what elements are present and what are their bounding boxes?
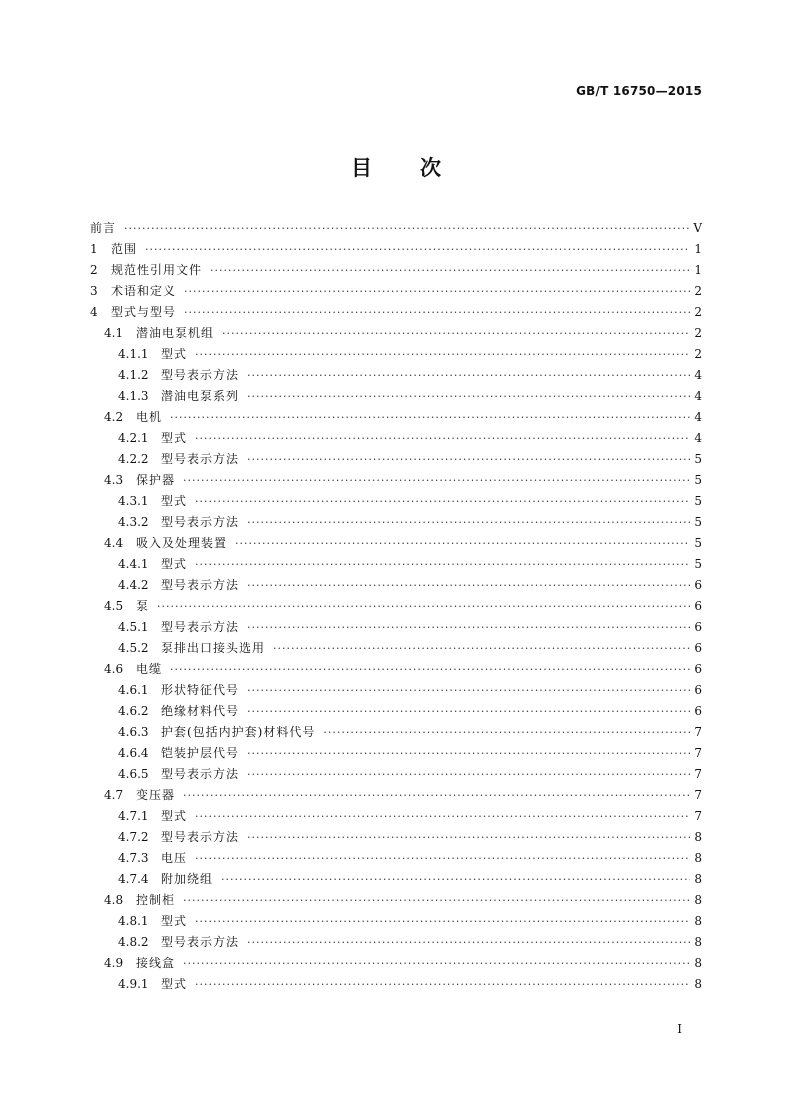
toc-entry-number: 4.9.1 [118,977,149,991]
toc-entry[interactable] [90,597,702,618]
toc-entry-label: 型式 [161,347,188,361]
toc-entry-label: 型式 [161,809,188,823]
toc-entry-number: 4.8.1 [118,914,149,928]
toc-entry-page: V [693,221,702,235]
toc-leader-dots [195,978,690,991]
toc-entry[interactable] [90,828,702,849]
title-char-2: 次 [420,156,441,180]
toc-entry-label: 保护器 [136,473,176,487]
page-title [0,152,792,182]
toc-entry-page: 6 [694,704,702,718]
toc-entry[interactable] [90,807,702,828]
toc-entry-number: 3 [90,284,98,298]
toc-entry-label: 型号表示方法 [161,767,240,781]
toc-entry-number: 4.6.5 [118,767,149,781]
toc-entry-label: 型式 [161,494,188,508]
toc-entry-number: 2 [90,263,98,277]
toc-leader-dots [145,243,690,256]
toc-leader-dots [273,642,690,655]
toc-leader-dots [222,327,690,340]
toc-entry-number: 4.4.1 [118,557,149,571]
toc-entry-page: 5 [694,557,702,571]
toc-leader-dots [247,768,690,781]
toc-entry[interactable] [90,345,702,366]
toc-entry[interactable] [90,534,702,555]
toc-entry-page: 6 [694,641,702,655]
toc-entry-page: 8 [694,914,702,928]
toc-leader-dots [195,495,690,508]
toc-entry-number: 4.3 [104,473,124,487]
standard-code: GB/T 16750—2015 [576,84,702,98]
toc-entry-number: 4.4.2 [118,578,149,592]
toc-leader-dots [210,264,690,277]
toc-entry-number: 4.1.1 [118,347,149,361]
toc-entry[interactable] [90,702,702,723]
toc-entry[interactable] [90,261,702,282]
toc-leader-dots [247,579,690,592]
toc-entry-page: 8 [694,851,702,865]
toc-entry-page: 4 [694,368,702,382]
toc-entry-page: 4 [694,389,702,403]
toc-leader-dots [195,852,690,865]
toc-entry-label: 型式 [161,977,188,991]
toc-leader-dots [247,936,690,949]
toc-entry[interactable] [90,744,702,765]
toc-entry-label: 电机 [136,410,163,424]
toc-entry-page: 8 [694,830,702,844]
toc-entry-page: 2 [694,305,702,319]
table-of-contents [90,219,702,996]
toc-entry[interactable] [90,387,702,408]
toc-entry-label: 电压 [161,851,188,865]
toc-entry[interactable] [90,324,702,345]
toc-entry[interactable] [90,723,702,744]
toc-entry[interactable] [90,975,702,996]
toc-entry-page: 7 [694,767,702,781]
toc-entry-number: 4.1.2 [118,368,149,382]
toc-entry-label: 规范性引用文件 [111,263,203,277]
toc-entry[interactable] [90,450,702,471]
toc-entry-number: 4.2 [104,410,124,424]
toc-leader-dots [183,957,690,970]
toc-entry[interactable] [90,408,702,429]
toc-leader-dots [247,453,690,466]
toc-entry-page: 5 [694,536,702,550]
toc-entry-page: 8 [694,935,702,949]
toc-entry-label: 吸入及处理装置 [136,536,228,550]
toc-entry-page: 7 [694,746,702,760]
toc-entry-page: 4 [694,431,702,445]
toc-entry[interactable] [90,681,702,702]
toc-entry-label: 接线盒 [136,956,176,970]
toc-leader-dots [247,705,690,718]
toc-entry-page: 6 [694,662,702,676]
toc-entry[interactable] [90,303,702,324]
toc-entry-label: 型号表示方法 [161,620,240,634]
toc-entry-page: 8 [694,872,702,886]
toc-leader-dots [247,621,690,634]
toc-entry-label: 泵排出口接头选用 [161,641,266,655]
toc-entry-number: 4.3.2 [118,515,149,529]
toc-entry-page: 7 [694,809,702,823]
toc-entry-number: 4.7 [104,788,124,802]
toc-leader-dots [184,285,690,298]
toc-entry-page: 5 [694,515,702,529]
toc-entry-page: 2 [694,284,702,298]
toc-entry[interactable] [90,618,702,639]
toc-entry-label: 潜油电泵系列 [161,389,240,403]
toc-entry-page: 2 [694,347,702,361]
toc-entry-label: 前言 [90,221,117,235]
toc-leader-dots [183,474,690,487]
toc-entry-number: 4.6.2 [118,704,149,718]
toc-leader-dots [221,873,690,886]
toc-entry[interactable] [90,555,702,576]
toc-entry[interactable] [90,849,702,870]
toc-entry[interactable] [90,576,702,597]
toc-entry-label: 控制柜 [136,893,176,907]
toc-entry-label: 潜油电泵机组 [136,326,215,340]
toc-entry[interactable] [90,786,702,807]
toc-entry-number: 4.5.2 [118,641,149,655]
toc-entry-number: 4.6.4 [118,746,149,760]
toc-entry-page: 4 [694,410,702,424]
toc-leader-dots [170,663,690,676]
toc-entry-page: 1 [694,242,702,256]
toc-leader-dots [195,432,690,445]
toc-leader-dots [195,558,690,571]
toc-entry-page: 6 [694,578,702,592]
toc-entry-label: 范围 [111,242,138,256]
toc-leader-dots [323,726,690,739]
toc-entry-number: 4 [90,305,98,319]
toc-entry-page: 5 [694,494,702,508]
toc-entry-number: 4.5 [104,599,124,613]
toc-entry-label: 型式 [161,914,188,928]
toc-entry-number: 4.9 [104,956,124,970]
toc-leader-dots [184,306,690,319]
toc-entry-label: 绝缘材料代号 [161,704,240,718]
toc-leader-dots [247,516,690,529]
toc-leader-dots [247,390,690,403]
toc-leader-dots [247,831,690,844]
toc-entry-number: 4.1.3 [118,389,149,403]
toc-entry[interactable] [90,366,702,387]
toc-entry[interactable] [90,765,702,786]
toc-entry-page: 5 [694,473,702,487]
toc-leader-dots [195,915,690,928]
toc-entry-label: 变压器 [136,788,176,802]
toc-entry-label: 型号表示方法 [161,830,240,844]
toc-entry-label: 型号表示方法 [161,515,240,529]
toc-entry-label: 型号表示方法 [161,452,240,466]
toc-leader-dots [195,348,690,361]
toc-entry-label: 电缆 [136,662,163,676]
toc-leader-dots [247,747,690,760]
toc-entry-number: 4.1 [104,326,124,340]
toc-entry-page: 7 [694,788,702,802]
page-number: I [677,1022,682,1036]
toc-entry[interactable] [90,429,702,450]
toc-entry[interactable] [90,240,702,261]
toc-entry-page: 1 [694,263,702,277]
toc-entry[interactable] [90,471,702,492]
toc-entry-number: 4.6 [104,662,124,676]
toc-entry-number: 4.5.1 [118,620,149,634]
toc-entry-number: 4.4 [104,536,124,550]
toc-entry-label: 型式 [161,431,188,445]
toc-entry[interactable] [90,870,702,891]
toc-entry-number: 4.8 [104,893,124,907]
toc-entry-number: 4.7.3 [118,851,149,865]
toc-entry-page: 8 [694,956,702,970]
toc-entry[interactable] [90,660,702,681]
toc-entry-label: 型号表示方法 [161,935,240,949]
toc-entry-page: 6 [694,683,702,697]
toc-entry-page: 6 [694,599,702,613]
toc-entry-number: 4.8.2 [118,935,149,949]
toc-entry-number: 4.6.1 [118,683,149,697]
toc-entry-number: 4.7.1 [118,809,149,823]
toc-entry[interactable] [90,282,702,303]
toc-entry-label: 型式与型号 [111,305,177,319]
toc-entry-page: 8 [694,893,702,907]
toc-leader-dots [195,810,690,823]
toc-entry-number: 4.3.1 [118,494,149,508]
toc-entry-label: 护套(包括内护套)材料代号 [161,725,316,739]
toc-entry-page: 7 [694,725,702,739]
toc-entry[interactable] [90,492,702,513]
toc-entry-label: 铠装护层代号 [161,746,240,760]
toc-leader-dots [247,684,690,697]
toc-entry-label: 泵 [136,599,150,613]
toc-leader-dots [235,537,690,550]
toc-leader-dots [157,600,690,613]
toc-entry-number: 4.7.2 [118,830,149,844]
toc-entry-number: 4.7.4 [118,872,149,886]
toc-entry-label: 型号表示方法 [161,368,240,382]
toc-entry-label: 型号表示方法 [161,578,240,592]
title-char-1: 目 [351,156,372,180]
toc-entry-page: 6 [694,620,702,634]
toc-leader-dots [170,411,690,424]
toc-leader-dots [124,222,689,235]
toc-entry[interactable] [90,933,702,954]
toc-entry[interactable] [90,912,702,933]
toc-entry[interactable] [90,513,702,534]
toc-entry[interactable] [90,219,702,240]
toc-entry-number: 4.2.1 [118,431,149,445]
toc-entry-page: 2 [694,326,702,340]
toc-entry-number: 4.2.2 [118,452,149,466]
toc-leader-dots [183,894,690,907]
toc-entry[interactable] [90,891,702,912]
toc-entry-page: 5 [694,452,702,466]
toc-entry-page: 8 [694,977,702,991]
toc-leader-dots [183,789,690,802]
toc-entry-label: 型式 [161,557,188,571]
toc-entry-label: 术语和定义 [111,284,177,298]
toc-leader-dots [247,369,690,382]
toc-entry-label: 形状特征代号 [161,683,240,697]
toc-entry-number: 1 [90,242,98,256]
toc-entry[interactable] [90,954,702,975]
toc-entry-number: 4.6.3 [118,725,149,739]
toc-entry-label: 附加绕组 [161,872,214,886]
toc-entry[interactable] [90,639,702,660]
